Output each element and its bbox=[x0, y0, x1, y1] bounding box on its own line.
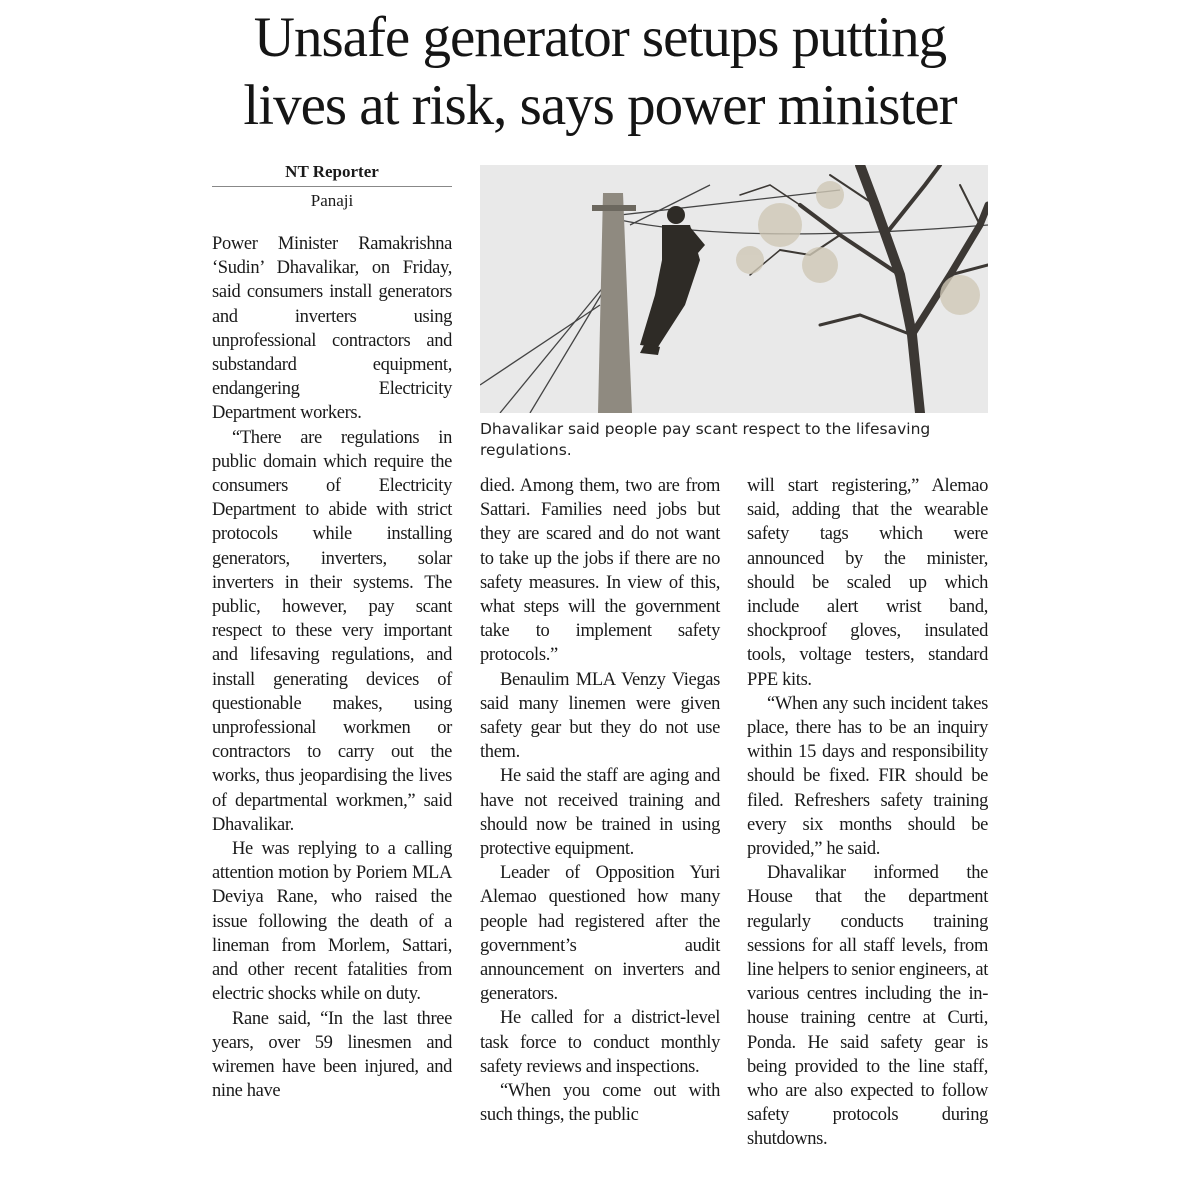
article-column-1 bbox=[212, 232, 452, 1103]
dateline: Panaji bbox=[310, 191, 354, 210]
headline bbox=[150, 4, 1050, 140]
headline-line-2: lives at risk, says power minister bbox=[243, 74, 957, 137]
byline bbox=[212, 160, 452, 212]
paragraph: Power Minister Ramakrishna ‘Sudin’ Dhavalikar, on Friday, said consumers install generators and inverters using unprofessional contractors and substandard equipment, endangering Electricity Department workers. bbox=[212, 234, 452, 424]
paragraph: Rane said, “In the last three years, over 59 linesmen and wiremen have been injured, and nine have bbox=[212, 1008, 452, 1102]
paragraph: will start registering,” Alemao said, adding that the wearable safety tags which were announced by the minister, should be scaled up which include alert wrist band, shockproof gloves, insulated tools, voltage testers, standard PPE kits. bbox=[747, 476, 988, 690]
paragraph: He said the staff are aging and have not received training and should now be trained in using protective equipment. bbox=[480, 766, 720, 860]
paragraph: “There are regulations in public domain which require the consumers of Electricity Department to abide with strict protocols while installing generators, inverters, solar inverters in their systems. The public, however, pay scant respect to these very important and lifesaving regulations, and install generating devices of questionable makes, using unprofessional workmen or contractors to carry out the works, thus jeopardising the lives of departmental workmen,” said Dhavalikar. bbox=[212, 427, 452, 835]
photo-illustration bbox=[480, 165, 988, 413]
paragraph: “When you come out with such things, the public bbox=[480, 1081, 720, 1126]
headline-line-1: Unsafe generator setups putting bbox=[253, 6, 947, 69]
byline-divider bbox=[212, 186, 452, 187]
paragraph: died. Among them, two are from Sattari. Families need jobs but they are scared and do not want to take up the jobs if there are no safety measures. In view of this, what steps will the government take to implement safety protocols.” bbox=[480, 476, 720, 666]
paragraph: He called for a district-level task force to conduct monthly safety reviews and inspections. bbox=[480, 1008, 720, 1077]
paragraph: He was replying to a calling attention motion by Poriem MLA Deviya Rane, who raised the issue following the death of a lineman from Morlem, Sattari, and other recent fatalities from electric shocks while on duty. bbox=[212, 839, 452, 1005]
author: NT Reporter bbox=[285, 162, 379, 181]
paragraph: Dhavalikar informed the House that the department regularly conducts training sessions for all staff levels, from line helpers to senior engineers, at various centres including the in-house training centre at Curti, Ponda. He said safety gear is being provided to the line staff, who are also expected to follow safety protocols during shutdowns. bbox=[747, 863, 988, 1150]
paragraph: Leader of Opposition Yuri Alemao questioned how many people had registered after the government’s audit announcement on inverters and generators. bbox=[480, 863, 720, 1005]
article-column-2 bbox=[480, 474, 720, 1127]
paragraph: Benaulim MLA Venzy Viegas said many linemen were given safety gear but they do not use them. bbox=[480, 669, 720, 763]
photo-caption: Dhavalikar said people pay scant respect to the lifesaving regulations. bbox=[480, 420, 931, 459]
paragraph: “When any such incident takes place, there has to be an inquiry within 15 days and responsibility should be fixed. FIR should be filed. Refreshers safety training every six months should be provided,” he said. bbox=[747, 693, 988, 860]
article-column-3 bbox=[747, 474, 988, 1152]
news-photo-lineman-on-pole bbox=[480, 165, 988, 413]
